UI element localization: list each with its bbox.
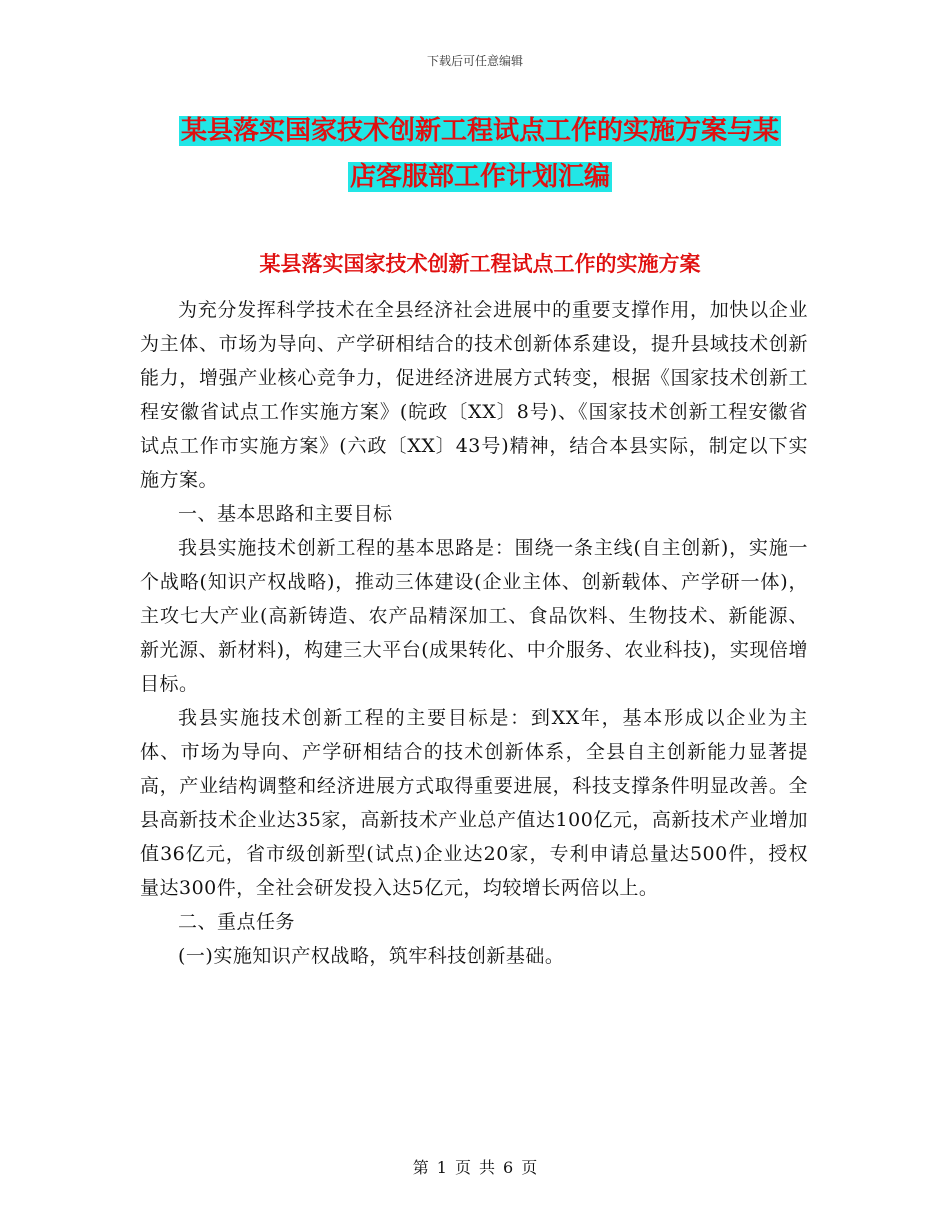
footer-middle: 页 (454, 1158, 471, 1177)
paragraph-main-goals: 我县实施技术创新工程的主要目标是：到XX年，基本形成以企业为主体、市场为导向、产学研相结合的技术创新体系，全县自主创新能力显著提高，产业结构调整和经济进展方式取得重要进展，科技支撑条件明显改善。全县高新技术企业达35家，高新技术产业总产值达100亿元，高新技术产业增加值36亿元，省市级创新型(试点)企业达20家，专利申请总量达500件，授权量达300件，全社会研发投入达5亿元，均较增长两倍以上。 (140, 707, 808, 899)
heading-key-tasks: 二、重点任务 (178, 911, 296, 933)
page-total: 6 (503, 1158, 514, 1177)
footer-suffix: 页 (521, 1158, 538, 1177)
page-number: 1 (436, 1158, 447, 1177)
heading-basic-ideas: 一、基本思路和主要目标 (178, 503, 393, 525)
page-footer (0, 1155, 950, 1178)
document-body (140, 293, 808, 973)
subheading-ip-strategy: (一)实施知识产权战略，筑牢科技创新基础。 (178, 945, 565, 967)
header-note: 下载后可任意编辑 (426, 54, 523, 68)
paragraph-basic-ideas: 我县实施技术创新工程的基本思路是：围绕一条主线(自主创新)，实施一个战略(知识产权战略)，推动三体建设(企业主体、创新载体、产学研一体)，主攻七大产业(高新铸造、农产品精深加工、食品饮料、生物技术、新能源、新光源、新材料)，构建三大平台(成果转化、中介服务、农业科技)，实现倍增目标。 (140, 537, 808, 695)
footer-total-prefix: 共 (479, 1158, 496, 1177)
paragraph-intro: 为充分发挥科学技术在全县经济社会进展中的重要支撑作用，加快以企业为主体、市场为导向、产学研相结合的技术创新体系建设，提升县域技术创新能力，增强产业核心竞争力，促进经济进展方式转变，根据《国家技术创新工程安徽省试点工作实施方案》(皖政〔XX〕8号)、《国家技术创新工程安徽省试点工作市实施方案》(六政〔XX〕43号)精神，结合本县实际，制定以下实施方案。 (140, 299, 808, 491)
section-title: 某县落实国家技术创新工程试点工作的实施方案 (259, 252, 701, 276)
footer-prefix: 第 (412, 1158, 429, 1177)
document-title-line-2: 店客服部工作计划汇编 (349, 162, 610, 192)
document-title-line-1: 某县落实国家技术创新工程试点工作的实施方案与某 (180, 116, 779, 146)
document-title (140, 108, 820, 200)
